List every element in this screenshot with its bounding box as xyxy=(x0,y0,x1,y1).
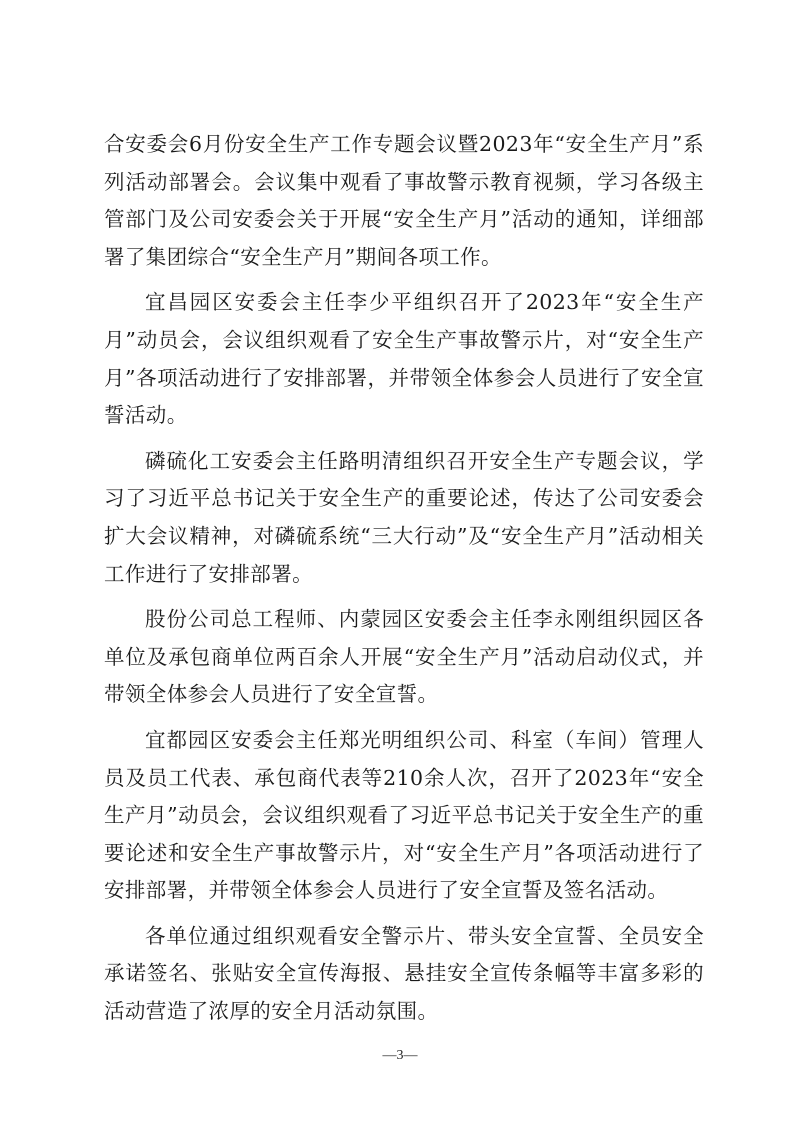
paragraph-summary: 各单位通过组织观看安全警示片、带头安全宣誓、全员安全承诺签名、张贴安全宣传海报、悬挂安全宣传条幅等丰富多彩的活动营造了浓厚的安全月活动氛围。 xyxy=(104,923,704,1024)
page-number: —3— xyxy=(382,1048,418,1063)
paragraph-yichang: 宜昌园区安委会主任李少平组织召开了2023年“安全生产月”动员会，会议组织观看了安全生产事故警示片，对“安全生产月”各项活动进行了安排部署，并带领全体参会人员进行了安全宣誓活动。 xyxy=(104,290,704,428)
document-body xyxy=(104,126,704,1039)
paragraph-neimeng: 股份公司总工程师、内蒙园区安委会主任李永刚组织园区各单位及承包商单位两百余人开展“安全生产月”活动启动仪式，并带领全体参会人员进行了安全宣誓。 xyxy=(104,607,704,707)
paragraph-continuation: 合安委会6月份安全生产工作专题会议暨2023年“安全生产月”系列活动部署会。会议集中观看了事故警示教育视频，学习各级主管部门及公司安委会关于开展“安全生产月”活动的通知，详细部署了集团综合“安全生产月”期间各项工作。 xyxy=(104,132,704,269)
paragraph-yidu: 宜都园区安委会主任郑光明组织公司、科室（车间）管理人员及员工代表、承包商代表等210余人次，召开了2023年“安全生产月”动员会，会议组织观看了习近平总书记关于安全生产的重要论述和安全生产事故警示片，对“安全生产月”各项活动进行了安排部署，并带领全体参会人员进行了安全宣誓及签名活动。 xyxy=(104,727,704,903)
paragraph-linliu: 磷硫化工安委会主任路明清组织召开安全生产专题会议，学习了习近平总书记关于安全生产的重要论述，传达了公司安委会扩大会议精神，对磷硫系统“三大行动”及“安全生产月”活动相关工作进行了安排部署。 xyxy=(104,448,704,586)
